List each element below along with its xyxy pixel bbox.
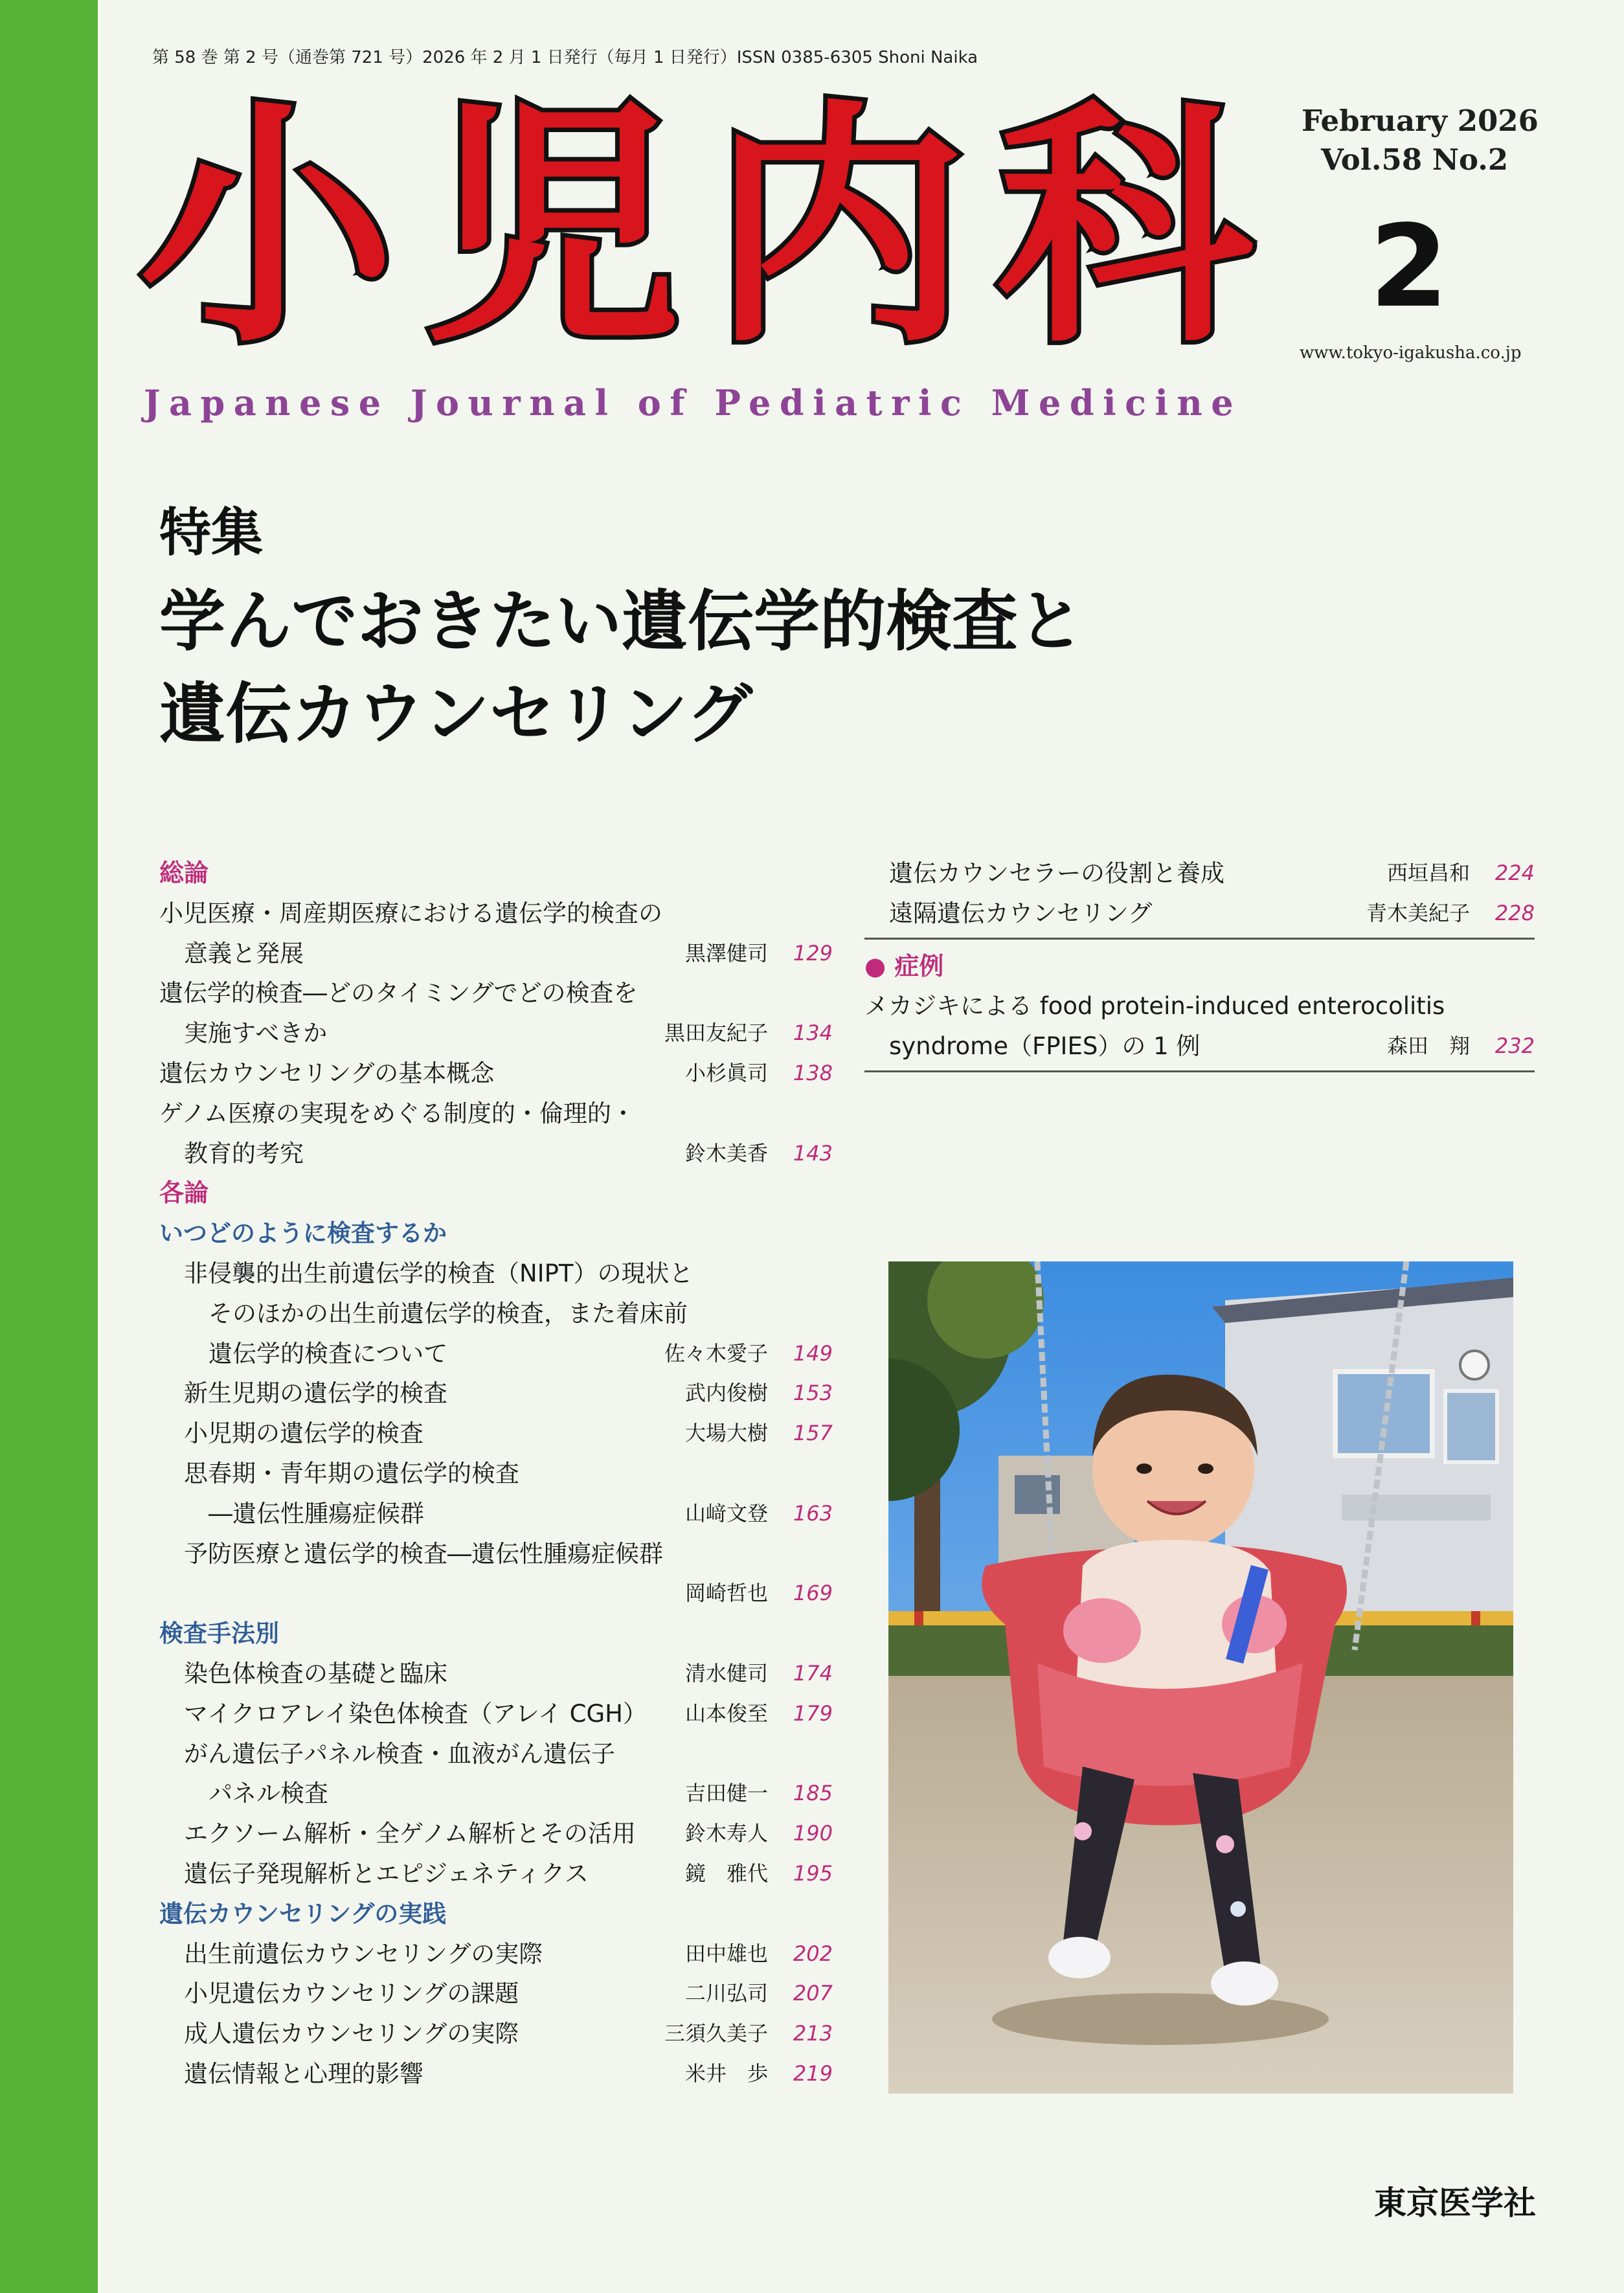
article-page-number: 153 bbox=[793, 1381, 833, 1406]
toc-section-heading bbox=[864, 947, 1535, 987]
toc-entry bbox=[159, 934, 833, 974]
article-author: 鈴木美香 bbox=[684, 1140, 768, 1166]
green-spine bbox=[0, 0, 98, 2293]
article-title: 小児遺伝カウンセリングの課題 bbox=[184, 1980, 519, 2008]
toc-entry bbox=[159, 1414, 833, 1454]
toc-entry bbox=[159, 1934, 833, 1974]
article-page-number: 195 bbox=[793, 1860, 833, 1886]
article-page-number: 232 bbox=[1494, 1034, 1535, 1059]
article-page-number: 207 bbox=[793, 1981, 833, 2006]
title-char-2: 児 bbox=[425, 79, 681, 378]
toc-entry bbox=[159, 1574, 833, 1614]
article-title: 小児医療・周産期医療における遺伝学的検査の bbox=[159, 899, 662, 927]
article-author: 三須久美子 bbox=[664, 2021, 768, 2046]
article-page-number: 202 bbox=[793, 1941, 833, 1966]
article-title: そのほかの出生前遺伝学的検査，また着床前 bbox=[209, 1299, 688, 1327]
article-author: 鈴木寿人 bbox=[684, 1821, 768, 1846]
article-title: 出生前遺伝カウンセリングの実際 bbox=[184, 1939, 543, 1968]
journal-title-english: Japanese Journal of Pediatric Medicine bbox=[144, 382, 1243, 424]
article-title: 遺伝カウンセラーの役割と養成 bbox=[889, 859, 1224, 887]
toc-entry bbox=[159, 1134, 833, 1174]
toc-entry bbox=[159, 1454, 833, 1494]
article-author: 大場大樹 bbox=[684, 1421, 768, 1446]
article-title: パネル検査 bbox=[209, 1779, 328, 1808]
article-page-number: 213 bbox=[793, 2021, 833, 2046]
toc-entry bbox=[159, 1094, 833, 1134]
article-page-number: 190 bbox=[793, 1821, 833, 1846]
article-page-number: 228 bbox=[1494, 900, 1535, 925]
article-author: 武内俊樹 bbox=[684, 1381, 768, 1406]
article-title: 染色体検査の基礎と臨床 bbox=[184, 1659, 447, 1688]
toc-entry bbox=[159, 1494, 833, 1534]
article-author: 森田 翔 bbox=[1386, 1034, 1470, 1059]
toc-entry bbox=[159, 1054, 833, 1094]
article-author: 鏡 雅代 bbox=[684, 1860, 768, 1886]
article-page-number: 219 bbox=[793, 2061, 833, 2086]
bibliographic-line: 第 58 巻 第 2 号（通巻第 721 号）2026 年 2 月 1 日発行（毎月 1 日発行）ISSN 0385-6305 Shoni Naika bbox=[152, 48, 978, 67]
toc-section-heading bbox=[159, 1173, 833, 1214]
article-author: 田中雄也 bbox=[684, 1941, 768, 1966]
publisher-url: www.tokyo-igakusha.co.jp bbox=[1300, 343, 1522, 363]
toc-entry bbox=[864, 853, 1535, 894]
toc-entry bbox=[159, 2054, 833, 2094]
article-page-number: 149 bbox=[793, 1340, 833, 1366]
article-author: 清水健司 bbox=[684, 1660, 768, 1686]
divider-line bbox=[864, 938, 1535, 940]
toc-entry bbox=[159, 973, 833, 1013]
article-title: 遺伝学的検査について bbox=[209, 1339, 448, 1368]
article-title: 意義と発展 bbox=[184, 939, 304, 967]
journal-title bbox=[139, 76, 1253, 381]
article-title: 予防医療と遺伝学的検査―遺伝性腫瘍症候群 bbox=[184, 1539, 663, 1568]
article-title: 教育的考究 bbox=[184, 1139, 304, 1168]
article-title: 成人遺伝カウンセリングの実際 bbox=[184, 2020, 519, 2048]
subsection-heading-text: 検査手法別 bbox=[159, 1620, 279, 1648]
article-title: syndrome（FPIES）の 1 例 bbox=[889, 1032, 1201, 1061]
toc-entry bbox=[159, 1974, 833, 2014]
issue-date: February 2026 bbox=[1302, 104, 1539, 138]
article-title: 遺伝学的検査―どのタイミングでどの検査を bbox=[159, 979, 638, 1008]
cover-photo-child-on-swing bbox=[888, 1261, 1513, 2094]
article-title: 小児期の遺伝学的検査 bbox=[184, 1419, 423, 1448]
toc-entry bbox=[159, 894, 833, 934]
article-title: マイクロアレイ染色体検査（アレイ CGH） bbox=[184, 1699, 647, 1728]
article-author: 吉田健一 bbox=[684, 1781, 768, 1806]
article-author: 黒澤健司 bbox=[684, 940, 768, 966]
article-title: がん遺伝子パネル検査・血液がん遺伝子 bbox=[184, 1739, 615, 1768]
article-author: 二川弘司 bbox=[684, 1981, 768, 2006]
article-page-number: 163 bbox=[793, 1500, 833, 1526]
article-page-number: 169 bbox=[793, 1581, 833, 1606]
article-author: 米井 歩 bbox=[684, 2061, 768, 2086]
article-title: 遠隔遺伝カウンセリング bbox=[889, 899, 1153, 927]
article-title: エクソーム解析・全ゲノム解析とその活用 bbox=[184, 1820, 636, 1848]
toc-entry bbox=[159, 2014, 833, 2054]
publisher-name: 東京医学社 bbox=[1374, 2184, 1536, 2222]
article-title: ゲノム医療の実現をめぐる制度的・倫理的・ bbox=[159, 1099, 635, 1127]
feature-title-line-1: 学んでおきたい遺伝学的検査と bbox=[159, 583, 1084, 661]
toc-subsection-heading bbox=[159, 1214, 833, 1254]
article-title: 新生児期の遺伝学的検査 bbox=[184, 1379, 447, 1408]
article-page-number: 157 bbox=[793, 1421, 833, 1446]
toc-entry bbox=[159, 1694, 833, 1734]
article-author: 佐々木愛子 bbox=[664, 1340, 768, 1366]
feature-title-line-2: 遺伝カウンセリング bbox=[159, 675, 752, 753]
article-title: ―遺伝性腫瘍症候群 bbox=[209, 1499, 424, 1528]
toc-entry bbox=[864, 894, 1535, 934]
article-page-number: 179 bbox=[793, 1700, 833, 1726]
article-page-number: 129 bbox=[793, 940, 833, 966]
title-char-1: 小 bbox=[139, 79, 395, 378]
article-title: 遺伝情報と心理的影響 bbox=[184, 2059, 423, 2088]
article-page-number: 134 bbox=[793, 1021, 833, 1046]
table-of-contents-left bbox=[159, 853, 833, 2094]
toc-entry bbox=[864, 986, 1535, 1026]
subsection-heading-text: 遺伝カウンセリングの実践 bbox=[159, 1899, 447, 1928]
article-title: メカジキによる food protein-induced enterocolitis bbox=[864, 992, 1445, 1021]
issue-number: 2 bbox=[1370, 201, 1449, 333]
section-heading-text: 各論 bbox=[159, 1179, 209, 1208]
article-page-number: 143 bbox=[793, 1140, 833, 1166]
table-of-contents-right bbox=[864, 853, 1535, 1079]
toc-entry bbox=[159, 1814, 833, 1854]
article-author: 西垣昌和 bbox=[1386, 861, 1470, 885]
toc-entry bbox=[159, 1654, 833, 1694]
toc-section-heading bbox=[159, 853, 833, 894]
article-author: 青木美紀子 bbox=[1366, 900, 1470, 925]
issue-volume: Vol.58 No.2 bbox=[1321, 142, 1509, 177]
subsection-heading-text: いつどのように検査するか bbox=[159, 1219, 447, 1248]
article-title: 非侵襲的出生前遺伝学的検査（NIPT）の現状と bbox=[184, 1259, 694, 1287]
article-page-number: 174 bbox=[793, 1660, 833, 1686]
toc-entry bbox=[159, 1013, 833, 1054]
section-heading-text: ● 症例 bbox=[864, 951, 944, 980]
divider-line bbox=[864, 1070, 1535, 1072]
section-heading-text: 総論 bbox=[159, 859, 209, 887]
article-author: 山﨑文登 bbox=[684, 1500, 768, 1526]
article-title: 実施すべきか bbox=[184, 1019, 328, 1048]
article-title: 遺伝子発現解析とエピジェネティクス bbox=[184, 1859, 589, 1888]
toc-subsection-heading bbox=[159, 1894, 833, 1934]
toc-entry bbox=[864, 1026, 1535, 1067]
toc-divider bbox=[864, 1067, 1535, 1079]
article-author: 小杉眞司 bbox=[684, 1060, 768, 1085]
article-author: 山本俊至 bbox=[684, 1700, 768, 1726]
toc-entry bbox=[159, 1373, 833, 1414]
toc-entry bbox=[159, 1334, 833, 1374]
toc-subsection-heading bbox=[159, 1614, 833, 1654]
feature-title bbox=[159, 576, 1084, 762]
toc-entry bbox=[159, 1534, 833, 1574]
article-page-number: 224 bbox=[1494, 861, 1535, 885]
toc-entry bbox=[159, 1774, 833, 1814]
toc-divider bbox=[864, 934, 1535, 947]
feature-label: 特集 bbox=[159, 503, 263, 563]
title-char-3: 内 bbox=[711, 79, 967, 378]
toc-entry bbox=[159, 1854, 833, 1894]
toc-entry bbox=[159, 1294, 833, 1334]
title-char-4: 科 bbox=[997, 79, 1253, 378]
toc-entry bbox=[159, 1254, 833, 1294]
article-title: 思春期・青年期の遺伝学的検査 bbox=[184, 1459, 519, 1487]
toc-entry bbox=[159, 1734, 833, 1774]
article-page-number: 138 bbox=[793, 1060, 833, 1085]
article-page-number: 185 bbox=[793, 1781, 833, 1806]
article-title: 遺伝カウンセリングの基本概念 bbox=[159, 1059, 495, 1087]
article-author: 岡崎哲也 bbox=[684, 1581, 768, 1606]
article-author: 黒田友紀子 bbox=[664, 1021, 768, 1046]
